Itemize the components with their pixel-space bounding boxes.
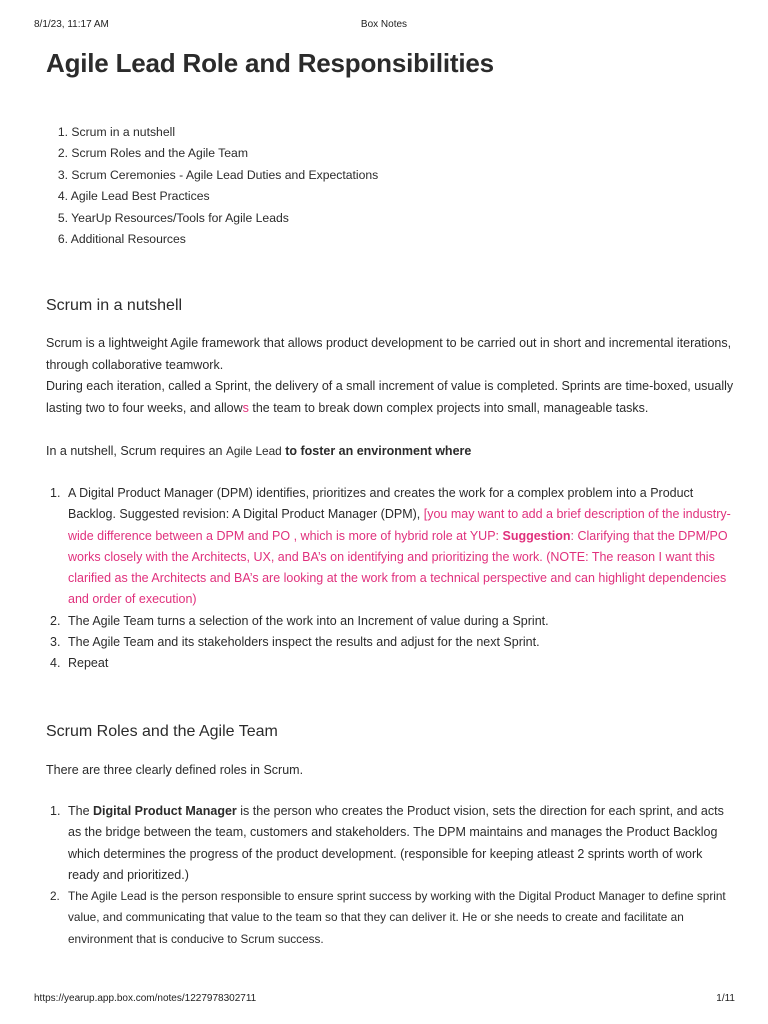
paragraph-text: During each iteration, called a Sprint, the delivery of a small increment of value is completed. Sprints are time-boxed, usually lasting two to four weeks, and allow	[46, 379, 734, 415]
list-item-number: 1.	[50, 804, 61, 818]
paragraph-text: Agile Lead	[225, 444, 282, 458]
toc-item[interactable]	[46, 229, 378, 250]
print-footer-page-number: 1/11	[716, 993, 735, 1004]
print-footer-url: https://yearup.app.box.com/notes/1227978302711	[34, 993, 257, 1004]
reviewer-comment: [you may want to add a brief description of the industry-wide difference between a DPM and PO , which is more of hybrid role at YUP:	[68, 507, 731, 543]
list-item	[46, 611, 736, 632]
print-header-datetime: 8/1/23, 11:17 AM	[34, 19, 109, 30]
list-item-text: is the person who creates the Product vision, sets the direction for each sprint, and acts as the bridge between the team, customers and stakeholders. The DPM maintains and manages the Product Backlog which determines the progress of the product development. (responsible for keeping atleast 2 sprints worth of work ready and prioritized.)	[68, 804, 724, 882]
toc-item[interactable]	[46, 186, 378, 207]
section-paragraph	[46, 376, 736, 419]
toc-item-label: YearUp Resources/Tools for Agile Leads	[71, 210, 289, 225]
toc-item-label: Scrum Ceremonies - Agile Lead Duties and Expectations	[71, 167, 379, 182]
list-item	[46, 801, 736, 886]
list-item-number: 1.	[50, 486, 61, 500]
list-item-text: Repeat	[68, 656, 109, 671]
section-paragraph	[46, 441, 736, 463]
list-item	[46, 886, 736, 950]
print-header-app-name: Box Notes	[360, 19, 408, 30]
section-heading-scrum-roles: Scrum Roles and the Agile Team	[46, 723, 278, 740]
scrum-steps-list	[46, 483, 736, 675]
page-title: Agile Lead Role and Responsibilities	[46, 48, 494, 78]
toc-item-label: Scrum in a nutshell	[71, 125, 176, 139]
toc-item[interactable]	[46, 208, 378, 229]
toc-item[interactable]	[46, 143, 378, 164]
list-item	[46, 483, 736, 611]
list-item-text: A Digital Product Manager (DPM) identifies, prioritizes and creates the work for a complex problem into a Product Backlog. Suggested revision: A Digital Product Manager (DPM),	[68, 486, 694, 522]
list-item	[46, 632, 736, 653]
list-item-number: 2.	[50, 613, 61, 628]
list-item-text: The Agile Team turns a selection of the work into an Increment of value during a Sprint.	[68, 613, 549, 628]
section-paragraph: Scrum is a lightweight Agile framework that allows product development to be carried out in short and incremental iterations, through collaborative teamwork.	[46, 336, 732, 372]
list-item-text: The Agile Team and its stakeholders inspect the results and adjust for the next Sprint.	[68, 635, 540, 650]
toc-item-number: 1.	[57, 125, 68, 139]
toc-item-label: Additional Resources	[70, 231, 186, 246]
toc-item-number: 4.	[57, 189, 68, 204]
list-item-text: The	[68, 804, 94, 818]
list-item-text: The Agile Lead is the person responsible to ensure sprint success by working with the Digital Product Manager to define sprint value, and communicating that value to the team so that they can deliver it. He or she needs to create and facilitate an environment that is conducive to Scrum success.	[68, 889, 726, 946]
paragraph-text: the team to break down complex projects into small, manageable tasks.	[248, 400, 649, 415]
toc-item-label: Agile Lead Best Practices	[70, 189, 210, 204]
toc-item-label: Scrum Roles and the Agile Team	[71, 146, 248, 161]
table-of-contents	[46, 122, 378, 250]
reviewer-comment-bold: Suggestion	[502, 528, 571, 543]
toc-item-number: 3.	[57, 167, 68, 182]
list-item	[46, 653, 736, 674]
paragraph-text-bold: to foster an environment where	[281, 444, 472, 458]
section-paragraph: There are three clearly defined roles in Scrum.	[46, 763, 304, 777]
list-item-number: 4.	[50, 656, 61, 671]
list-item-number: 3.	[50, 635, 61, 650]
toc-item[interactable]	[46, 122, 378, 143]
toc-item-number: 6.	[57, 231, 68, 246]
list-item-number: 2.	[50, 889, 60, 904]
toc-item-number: 5.	[57, 210, 68, 225]
scrum-roles-list	[46, 801, 736, 950]
toc-item-number: 2.	[57, 146, 68, 161]
toc-item[interactable]	[46, 165, 378, 186]
reviewer-comment: : Clarifying that the DPM/PO works closely with the Architects, UX, and BA’s on identifying and prioritizing the work. (NOTE: The reason I want this clarified as the Architects and BA’s are looking at the work from a technical perspective and can highlight dependencies and order of execution)	[68, 528, 728, 607]
edit-highlight: s	[242, 400, 249, 415]
list-item-text-bold: Digital Product Manager	[93, 804, 237, 818]
paragraph-text: In a nutshell, Scrum requires an	[46, 444, 226, 458]
section-heading-scrum-nutshell: Scrum in a nutshell	[46, 297, 183, 314]
